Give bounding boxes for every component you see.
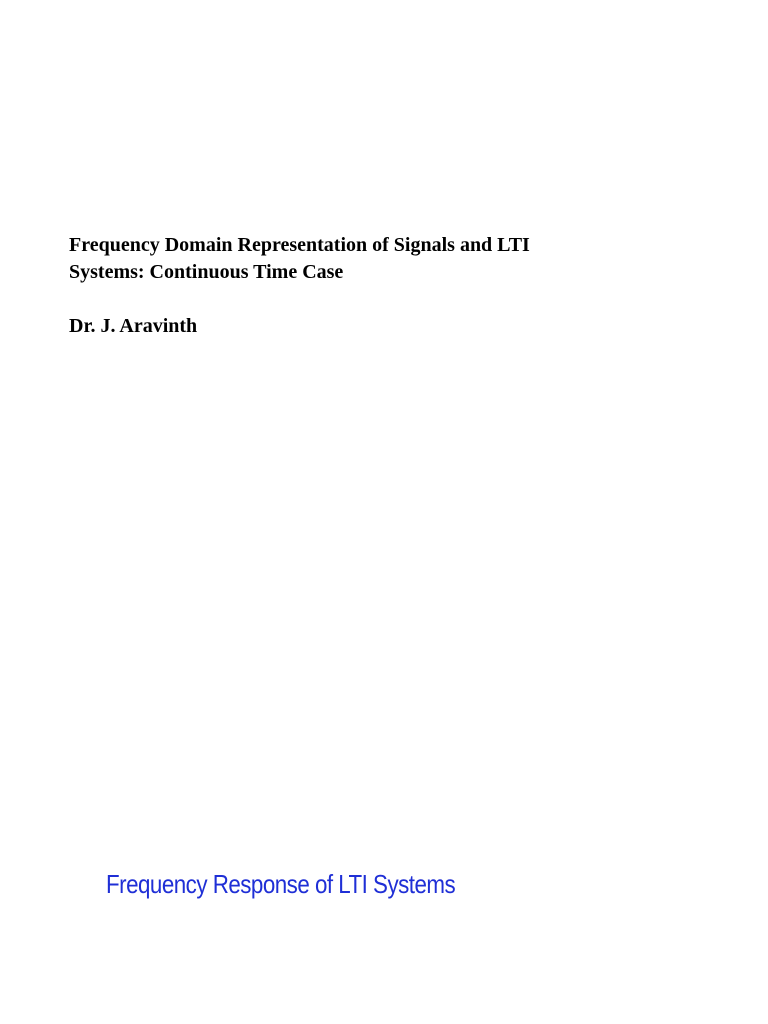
document-title-line-2: Systems: Continuous Time Case bbox=[69, 261, 344, 283]
document-title bbox=[69, 232, 669, 286]
slide-heading: Frequency Response of LTI Systems bbox=[106, 869, 456, 899]
document-title-line-1: Frequency Domain Representation of Signals and LTI bbox=[69, 234, 530, 256]
document-author: Dr. J. Aravinth bbox=[69, 315, 198, 337]
